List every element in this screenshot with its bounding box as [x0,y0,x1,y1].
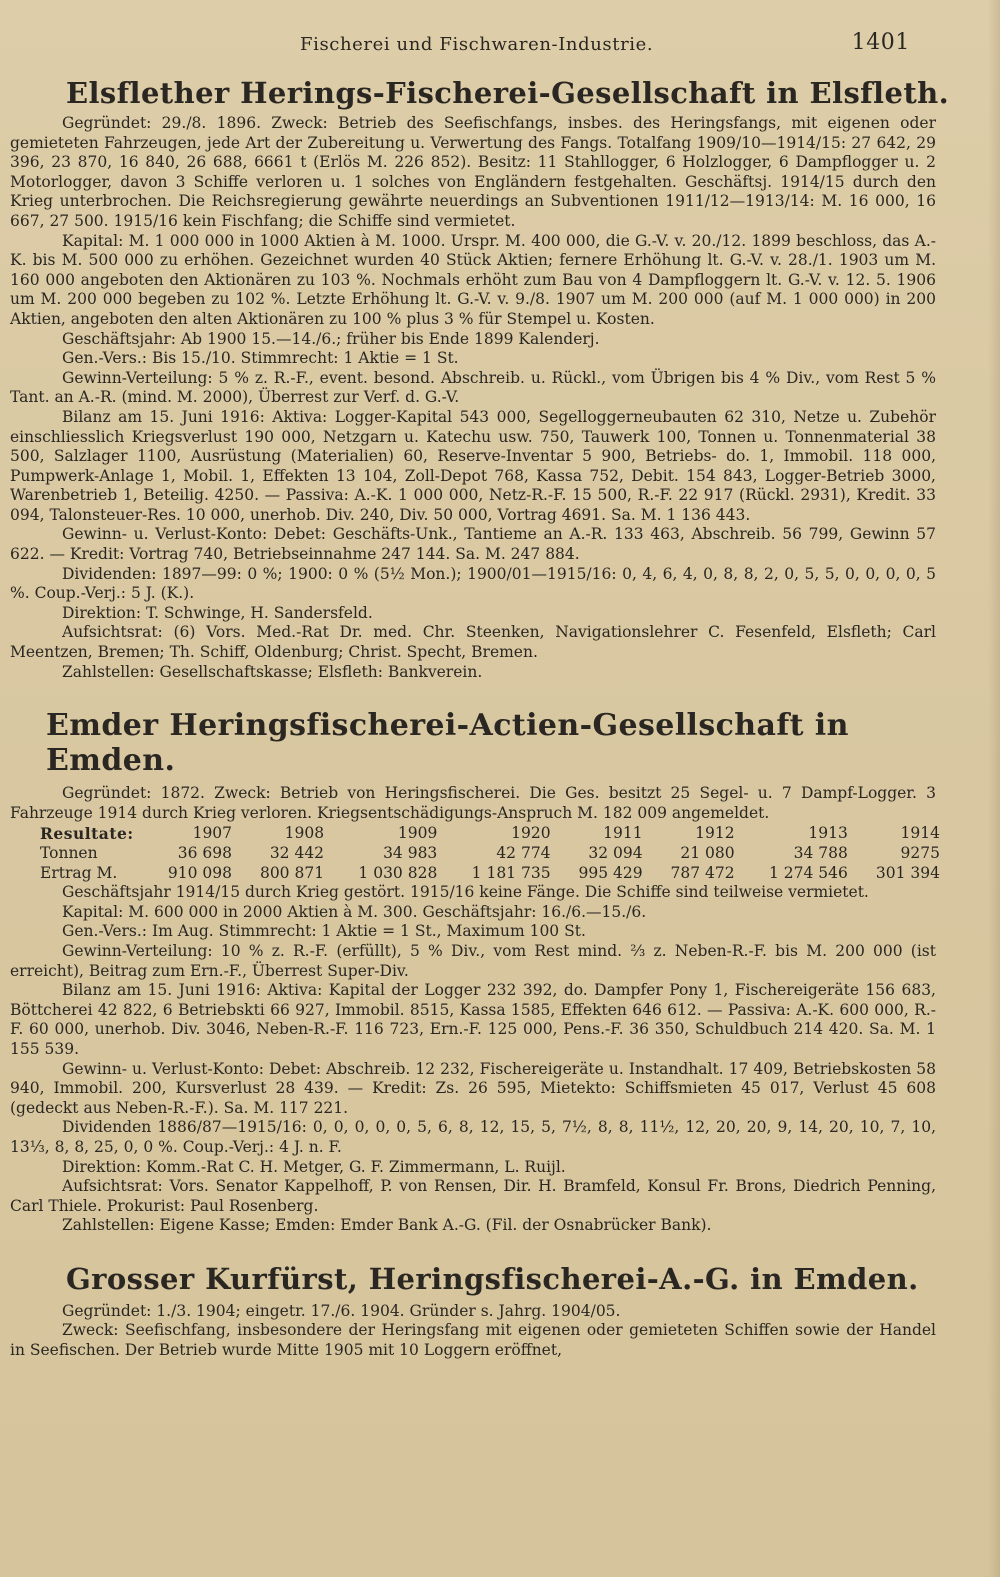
paragraph: Zweck: Seefischfang, insbesondere der Heringsfang mit eigenen oder gemieteten Schiffen sowie der Handel in Seefischen. Der Betrieb wurde Mitte 1905 mit 10 Loggern eröffnet, [10,1321,936,1360]
company-entry-grosser-kurfuerst [10,1262,970,1361]
paragraph: Bilanz am 15. Juni 1916: Aktiva: Logger-Kapital 543 000, Segelloggerneubauten 62 310, Netze u. Zubehör einschliesslich Kriegsverlust 190 000, Netzgarn u. Katechu usw. 750, Tauwerk 100, Tonnen u. Tonnenmaterial 38 500, Salzlager 1100, Ausrüstung (Materialien) 60, Reserve-Inventar 5 900, Betriebs- do. 1, Immobil. 118 000, Pumpwerk-Anlage 1, Mobil. 1, Effekten 13 104, Zoll-Depot 768, Kassa 752, Debit. 154 843, Logger-Betrieb 3000, Warenbetrieb 1, Beteilig. 4250. — Passiva: A.-K. 1 000 000, Netz-R.-F. 15 500, R.-F. 22 917 (Rückl. 2931), Kredit. 33 094, Talonsteuer-Res. 10 000, unerhob. Div. 240, Div. 50 000, Vortrag 4691. Sa. M. 1 136 443. [10,407,936,524]
value-cell: 32 094 [588,844,643,862]
paragraph: Aufsichtsrat: Vors. Senator Kappelhoff, P. von Rensen, Dir. H. Bramfeld, Konsul Fr. Brons, Diedrich Penning, Carl Thiele. Prokurist: Paul Rosenberg. [10,1177,936,1215]
paragraph: Gegründet: 29./8. 1896. Zweck: Betrieb des Seefischfangs, insbes. des Heringsfangs, mit eigenen oder gemieteten Fahrzeugen, jede Art der Zubereitung u. Verwertung des Fangs. Totalfang 1909/10—1914/15: 27 642, 29 396, 23 870, 16 840, 26 688, 6661 t (Erlös M. 226 852). Besitz: 11 Stahllogger, 6 Holzlogger, 6 Dampflogger u. 2 Motorlogger, davon 3 Schiffe verloren u. 1 solches von Engländern festgehalten. Geschäftsj. 1914/15 durch den Krieg unterbrochen. Die Reichsregierung gewährte neuerdings an Subventionen 1911/12—1913/14: M. 16 000, 16 667, 27 500. 1915/16 kein Fischfang; die Schiffe sind vermietet. [10,114,936,230]
paragraph: Gegründet: 1./3. 1904; eingetr. 17./6. 1904. Gründer s. Jahrg. 1904/05. [62,1301,621,1320]
value-cell: 1 274 546 [768,863,848,882]
company-entry-emden [10,708,970,1236]
paragraph: Zahlstellen: Eigene Kasse; Emden: Emder Bank A.-G. (Fil. der Osnabrücker Bank). [62,1216,712,1235]
value-cell: 32 442 [269,844,325,862]
company-entry-elsfleth [10,76,970,682]
value-cell: 21 080 [680,844,735,862]
page-edge-shadow [988,0,1000,1577]
year-cell: 1912 [695,824,735,843]
page-number: 1401 [851,30,910,55]
results-table [40,824,940,883]
year-cell: 1909 [397,824,438,843]
value-cell: 34 983 [383,844,438,862]
paragraph: Gewinn- u. Verlust-Konto: Debet: Abschreib. 12 232, Fischereigeräte u. Instandhalt. 17 409, Betriebskosten 58 940, Immobil. 200, Kursverlust 28 439. — Kredit: Zs. 26 595, Mietekto: Schiffsmieten 45 017, Verlust 45 608 (gedeckt aus Neben-R.-F.). Sa. M. 117 221. [10,1059,936,1117]
paragraph: Gen.-Vers.: Bis 15./10. Stimmrecht: 1 Aktie = 1 St. [62,349,459,368]
year-cell: 1914 [900,824,940,843]
running-header [10,30,970,66]
results-row-tonnen [40,844,940,864]
value-cell: 42 774 [496,844,551,862]
year-cell: 1908 [284,824,325,843]
year-cell: 1907 [192,824,233,843]
value-cell: 787 472 [670,863,735,882]
paragraph: Aufsichtsrat: (6) Vors. Med.-Rat Dr. med. Chr. Steenken, Navigationslehrer C. Fesenfeld, Elsfleth; Carl Meentzen, Bremen; Th. Schiff, Oldenburg; Christ. Specht, Bremen. [10,623,936,662]
paragraph: Geschäftsjahr: Ab 1900 15.—14./6.; früher bis Ende 1899 Kalenderj. [62,329,600,348]
paragraph: Geschäftsjahr 1914/15 durch Krieg gestört. 1915/16 keine Fänge. Die Schiffe sind teilweise vermietet. [62,883,869,902]
value-cell: 1 030 828 [358,863,438,882]
value-cell: 36 698 [177,844,233,862]
paragraph: Bilanz am 15. Juni 1916: Aktiva: Kapital der Logger 232 392, do. Dampfer Pony 1, Fischereigeräte 156 683, Böttcherei 42 822, 6 Betriebskti 66 927, Immobil. 8515, Kassa 1585, Effekten 646 612. — Passiva: A.-K. 600 000, R.-F. 60 000, unerhob. Div. 3046, Neben-R.-F. 116 723, Ern.-F. 125 000, Pens.-F. 36 350, Schuldbuch 214 420. Sa. M. 1 155 539. [10,981,936,1058]
row-label: Ertrag M. [40,863,118,882]
company-title: Emder Heringsfischerei-Actien-Gesellschaft in Emden. [46,708,849,779]
paragraph: Gewinn-Verteilung: 10 % z. R.-F. (erfüllt), 5 % Div., vom Rest mind. ⅔ z. Neben-R.-F. bis M. 200 000 (ist erreicht), Beitrag zum Ern.-F., Überrest Super-Div. [10,941,936,980]
paragraph: Direktion: T. Schwinge, H. Sandersfeld. [62,603,373,622]
year-cell: 1920 [511,824,551,843]
paragraph: Gewinn- u. Verlust-Konto: Debet: Geschäfts-Unk., Tantieme an A.-R. 133 463, Abschreib. 56 799, Gewinn 57 622. — Kredit: Vortrag 740, Betriebseinnahme 247 144. Sa. M. 247 884. [10,525,936,564]
value-cell: 910 098 [167,863,233,882]
value-cell: 1 181 735 [471,863,551,882]
paragraph: Dividenden 1886/87—1915/16: 0, 0, 0, 0, 0, 5, 6, 8, 12, 15, 5, 7½, 8, 8, 11½, 12, 20, 20, 9, 14, 20, 10, 7, 10, 13⅓, 8, 8, 25, 0, 0 %. Coup.-Verj.: 4 J. n. F. [10,1118,936,1156]
year-cell: 1913 [808,824,848,843]
results-label: Resultate: [40,824,134,844]
row-label: Tonnen [40,844,98,862]
company-title: Elsflether Herings-Fischerei-Gesellschaft in Elsfleth. [66,76,950,110]
paragraph: Gegründet: 1872. Zweck: Betrieb von Heringsfischerei. Die Ges. besitzt 25 Segel- u. 7 Dampf-Logger. 3 Fahrzeuge 1914 durch Krieg verloren. Kriegsentschädigungs-Anspruch M. 182 009 angemeldet. [10,784,936,822]
running-title: Fischerei und Fischwaren-Industrie. [300,34,654,55]
paragraph: Gewinn-Verteilung: 5 % z. R.-F., event. besond. Abschreib. u. Rückl., vom Übrigen bis 4 % Div., vom Rest 5 % Tant. an A.-R. (mind. M. 2000), Überrest zur Verf. d. G.-V. [10,368,936,407]
value-cell: 301 394 [875,863,940,882]
company-title: Grosser Kurfürst, Heringsfischerei-A.-G. in Emden. [66,1261,919,1296]
value-cell: 9275 [900,844,940,862]
value-cell: 34 788 [793,844,848,862]
year-cell: 1911 [603,824,643,843]
value-cell: 995 429 [578,863,643,882]
results-header-row [40,824,940,844]
value-cell: 800 871 [259,863,325,882]
paragraph: Dividenden: 1897—99: 0 %; 1900: 0 % (5½ Mon.); 1900/01—1915/16: 0, 4, 6, 4, 0, 8, 8, 2, 0, 5, 5, 0, 0, 0, 0, 5 %. Coup.-Verj.: 5 J. (K.). [10,564,936,603]
paragraph: Zahlstellen: Gesellschaftskasse; Elsfleth: Bankverein. [62,662,483,681]
paragraph: Kapital: M. 600 000 in 2000 Aktien à M. 300. Geschäftsjahr: 16./6.—15./6. [62,902,647,921]
paragraph: Kapital: M. 1 000 000 in 1000 Aktien à M. 1000. Urspr. M. 400 000, die G.-V. v. 20./12. 1899 beschloss, das A.-K. bis M. 500 000 zu erhöhen. Gezeichnet wurden 40 Stück Aktien; fernere Erhöhung lt. G.-V. v. 28./1. 1903 um M. 160 000 angeboten den Aktionären zu 103 %. Nochmals erhöht zum Bau von 4 Dampfloggern lt. G.-V. v. 12. 5. 1906 um M. 200 000 begeben zu 102 %. Letzte Erhöhung lt. G.-V. v. 9./8. 1907 um M. 200 000 (auf M. 1 000 000) in 200 Aktien, angeboten den alten Aktionären zu 100 % plus 3 % für Stempel u. Kosten. [10,231,936,328]
results-row-ertrag [40,864,940,884]
paragraph: Gen.-Vers.: Im Aug. Stimmrecht: 1 Aktie = 1 St., Maximum 100 St. [62,922,586,941]
paragraph: Direktion: Komm.-Rat C. H. Metger, G. F. Zimmermann, L. Ruijl. [62,1157,566,1176]
